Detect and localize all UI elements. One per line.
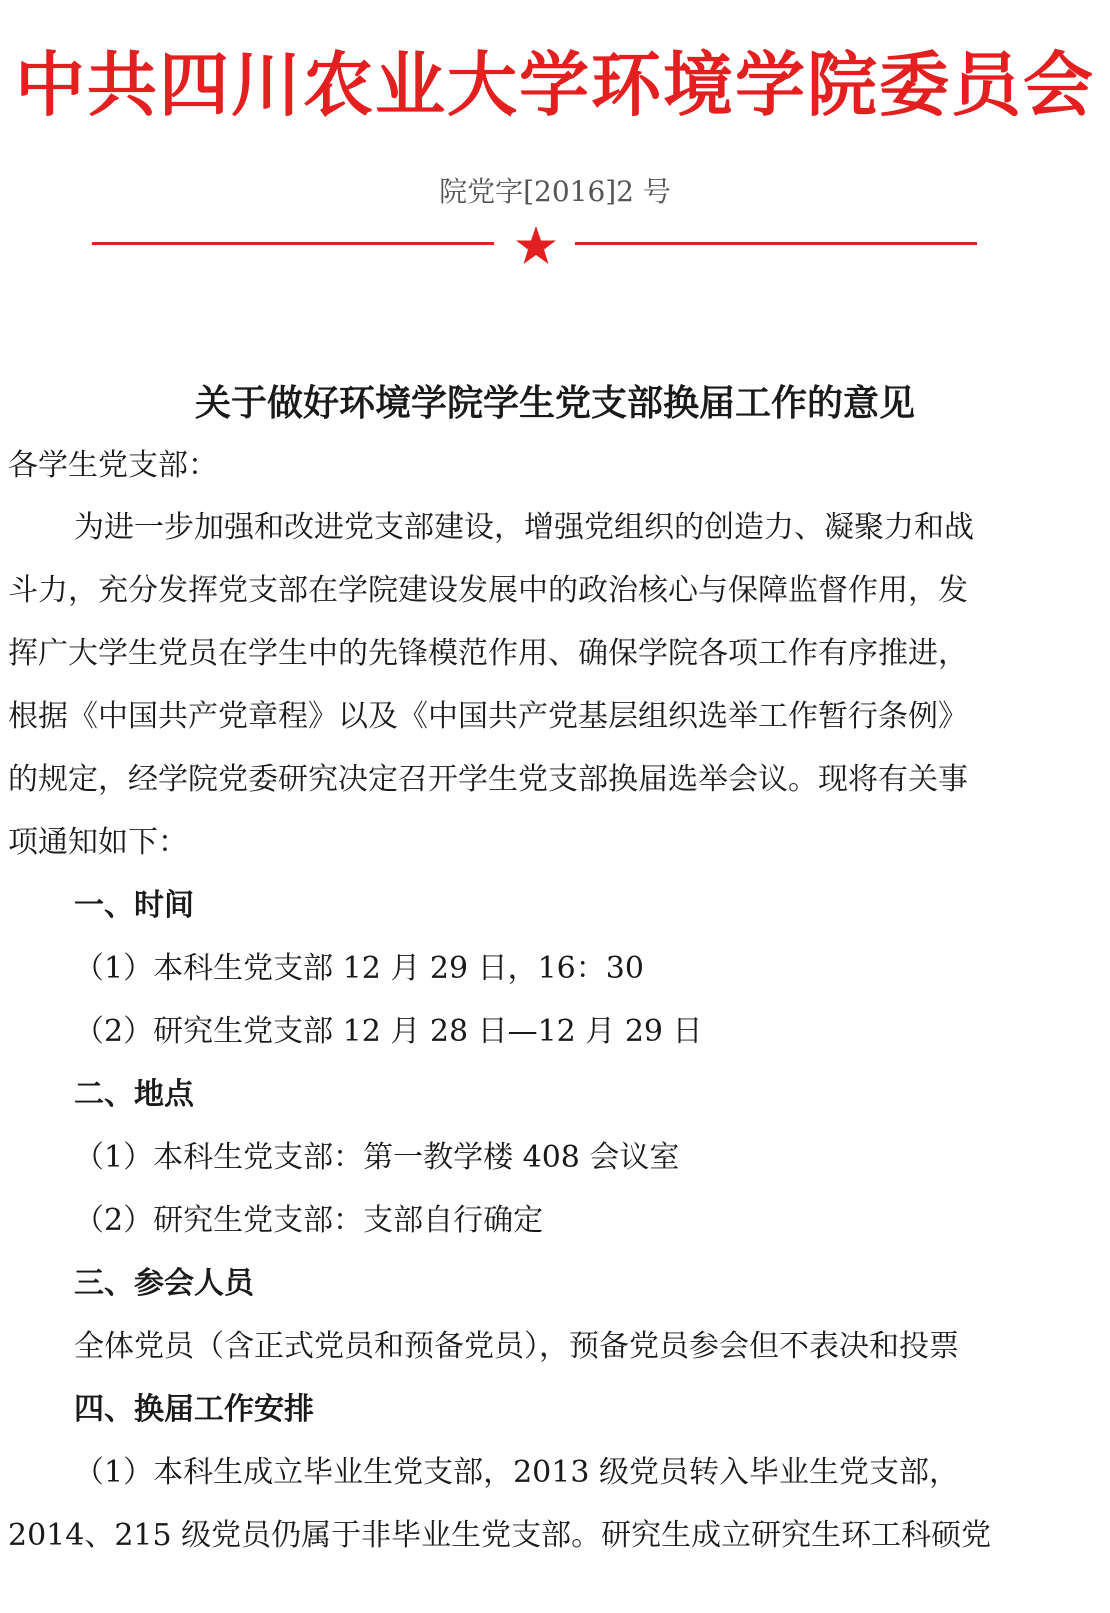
time-item: （2）研究生党支部 12 月 28 日—12 月 29 日	[74, 1014, 703, 1049]
attendees-text: 全体党员（含正式党员和预备党员），预备党员参会但不表决和投票	[74, 1329, 959, 1364]
section-heading-attendees: 三、参会人员	[74, 1266, 254, 1301]
red-rule-left	[92, 242, 494, 245]
red-star-icon	[514, 224, 558, 268]
time-item: （1）本科生党支部 12 月 29 日，16：30	[74, 951, 644, 986]
intro-line: 挥广大学生党员在学生中的先锋模范作用、确保学院各项工作有序推进，	[8, 636, 968, 671]
salutation: 各学生党支部：	[8, 448, 218, 483]
section-heading-time: 一、时间	[74, 888, 194, 923]
red-rule-right	[575, 242, 977, 245]
place-item: （1）本科生党支部：第一教学楼 408 会议室	[74, 1140, 680, 1175]
intro-line: 项通知如下：	[8, 825, 188, 860]
arrangement-line: 2014、215 级党员仍属于非毕业生党支部。研究生成立研究生环工科硕党	[8, 1518, 992, 1553]
arrangement-line: （1）本科生成立毕业生党支部，2013 级党员转入毕业生党支部，	[74, 1455, 959, 1490]
intro-line: 为进一步加强和改进党支部建设，增强党组织的创造力、凝聚力和战	[74, 510, 974, 545]
document-title: 关于做好环境学院学生党支部换届工作的意见	[194, 383, 915, 424]
place-item: （2）研究生党支部：支部自行确定	[74, 1203, 544, 1238]
section-heading-place: 二、地点	[74, 1077, 194, 1112]
intro-line: 的规定，经学院党委研究决定召开学生党支部换届选举会议。现将有关事	[8, 762, 968, 797]
section-heading-arrangement: 四、换届工作安排	[74, 1392, 314, 1427]
document-number: 院党字[2016]2 号	[439, 175, 671, 208]
intro-line: 斗力，充分发挥党支部在学院建设发展中的政治核心与保障监督作用，发	[8, 573, 968, 608]
org-title: 中共四川农业大学环境学院委员会	[15, 43, 1095, 126]
intro-line: 根据《中国共产党章程》以及《中国共产党基层组织选举工作暂行条例》	[8, 699, 968, 734]
